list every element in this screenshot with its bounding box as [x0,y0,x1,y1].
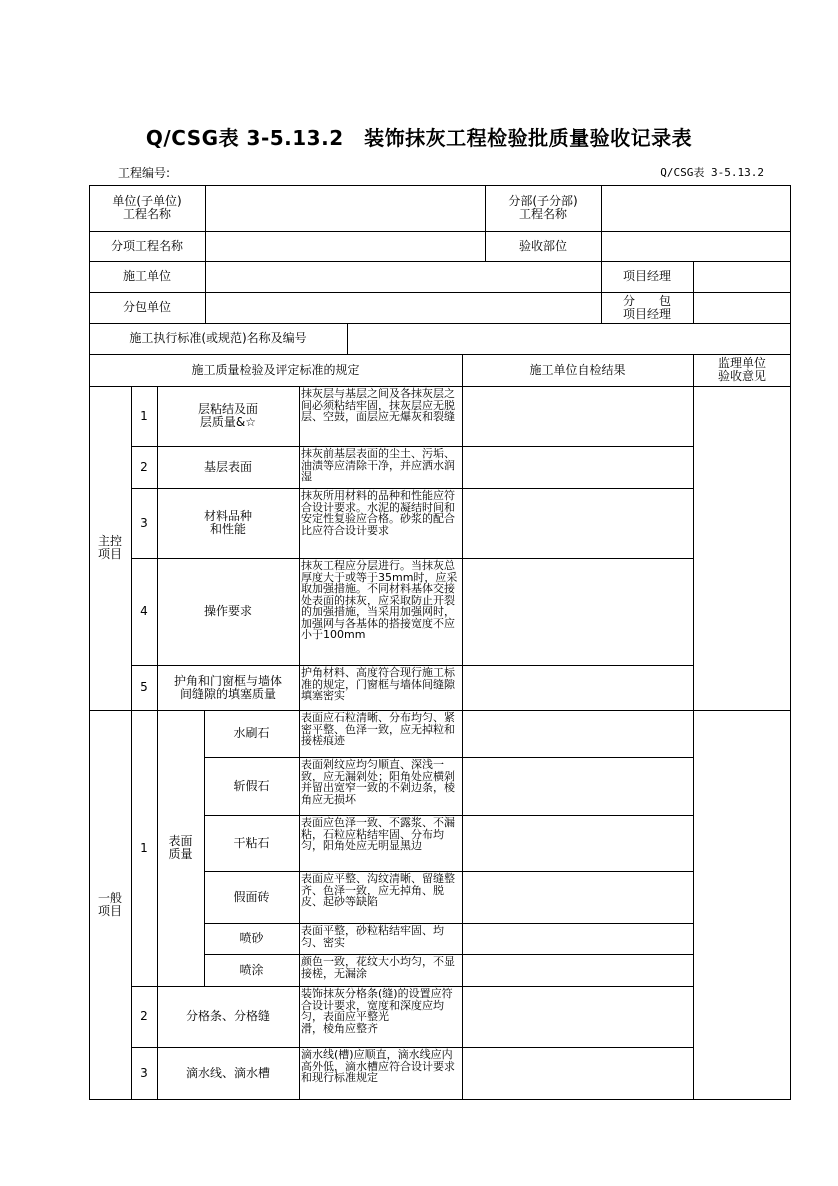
table-border-line [89,323,791,324]
unit-name-label: 单位(子单位) 工程名称 [112,194,182,221]
table-border-line [299,386,300,1100]
surface-item-standard: 表面应石粒清晰、分布均匀、紧密平整、色泽一致，应无掉粒和接槎痕迹 [301,711,455,747]
main-item-no: 5 [140,680,148,694]
table-border-line [790,185,791,1100]
table-border-line [131,558,693,559]
general-item-self-check[interactable] [462,1047,693,1099]
table-border-line [157,386,158,1100]
main-item-no: 3 [140,515,148,530]
surface-item-self-check[interactable] [462,923,693,954]
table-border-line [131,446,693,447]
surface-quality-label: 表面 质量 [168,834,193,861]
general-item-standard: 装饰抹灰分格条(缝)的设置应符合设计要求，宽度和深度应均匀，表面应平整光 滑，棱角应整齐 [301,987,453,1035]
main-item-standard: 抹灰所用材料的品种和性能应符合设计要求。水泥的凝结时间和安定性复验应合格。砂浆的配合比应符合设计要求 [301,489,455,537]
item-name-label: 分项工程名称 [110,238,183,253]
project-manager-value[interactable] [693,261,791,292]
main-item-no: 4 [140,604,148,618]
table-border-line [204,954,693,955]
table-border-line [462,354,463,1100]
acceptance-part-value[interactable] [601,231,791,261]
main-item-self-check[interactable] [462,446,693,488]
table-border-line [204,871,693,872]
table-border-line [204,757,693,758]
surface-item-self-check[interactable] [462,871,693,923]
table-border-line [89,261,791,262]
surface-item-self-check[interactable] [462,815,693,871]
main-item-no: 1 [140,408,148,423]
main-item-standard: 抹灰层与基层之间及各抹灰层之间必须粘结牢固，抹灰层应无脱层、空鼓，面层应无爆灰和裂缝 [301,387,455,423]
subcontract-unit-label: 分包单位 [122,300,171,314]
table-border-line [89,292,791,293]
surface-item-name: 假面砖 [233,889,270,904]
table-border-line [347,323,348,354]
table-border-line [205,185,206,323]
item-name-value[interactable] [205,231,485,261]
page-title: Q/CSG表 3-5.13.2 装饰抹灰工程检验批质量验收记录表 [145,126,693,150]
surface-item-standard: 表面应平整、沟纹清晰、留缝整齐、色泽一致，应无掉角、脱皮、起砂等缺陷 [301,872,455,908]
main-item-name: 基层表面 [203,459,252,474]
table-border-line [601,185,602,323]
table-border-line [693,354,694,1100]
general-item-name: 分格条、分格缝 [185,1009,270,1023]
sub-unit-name-value[interactable] [601,185,791,231]
general-item-standard: 滴水线(槽)应顺直，滴水线应内高外低，滴水槽应符合设计要求和现行标准规定 [301,1048,455,1084]
table-border-line [204,815,693,816]
standard-name-value[interactable] [347,323,791,354]
sub-unit-name-label: 分部(子分部) 工程名称 [508,194,578,221]
col-self-check-header: 施工单位自检结果 [529,362,626,377]
surface-item-name: 干粘石 [233,835,270,850]
main-control-label: 主控 项目 [97,534,122,561]
general-item-name: 滴水线、滴水槽 [185,1065,270,1080]
general-item-self-check[interactable] [462,986,693,1047]
table-border-line [131,986,693,987]
table-border-line [131,1047,693,1048]
main-item-name: 层粘结及面 层质量&☆ [197,402,258,429]
table-border-line [204,710,205,986]
acceptance-part-label: 验收部位 [518,238,567,253]
table-border-line [131,488,693,489]
main-item-standard: 护角材料、高度符合现行施工标准的规定，门窗框与墙体间缝隙填塞密实 [301,666,455,702]
surface-item-name: 斩假石 [233,778,270,793]
main-item-self-check[interactable] [462,665,693,710]
table-border-line [131,665,693,666]
surface-item-self-check[interactable] [462,954,693,986]
table-border-line [89,231,791,232]
construction-unit-value[interactable] [205,261,601,292]
col-standard-header: 施工质量检验及评定标准的规定 [191,362,360,377]
table-border-line [131,386,132,1100]
surface-item-standard: 表面剁纹应均匀顺直、深浅一致，应无漏剁处；阳角处应横剁并留出宽窄一致的不剁边条，棱角应无损坏 [301,758,455,806]
surface-item-self-check[interactable] [462,757,693,815]
table-border-line [89,1099,791,1100]
surface-item-name: 水刷石 [233,726,270,740]
standard-name-label: 施工执行标准(或规范)名称及编号 [129,331,307,345]
table-border-line [693,261,694,323]
main-item-self-check[interactable] [462,488,693,558]
general-item-no: 3 [140,1065,148,1080]
surface-item-name: 喷涂 [239,962,264,977]
main-supervisor-opinion[interactable] [693,386,791,710]
general-supervisor-opinion[interactable] [693,710,791,1099]
table-border-line [485,185,486,261]
form-code: Q/CSG表 3-5.13.2 [660,166,764,179]
unit-name-value[interactable] [205,185,485,231]
main-item-self-check[interactable] [462,386,693,446]
main-item-name: 护角和门窗框与墙体 间缝隙的填塞质量 [173,673,282,701]
project-number-label: 工程编号: [118,166,171,180]
table-border-line [204,923,693,924]
construction-unit-label: 施工单位 [122,269,171,283]
main-item-standard: 抹灰前基层表面的尘土、污垢、油渍等应清除干净，并应洒水润湿 [301,447,455,483]
general-item-no: 2 [140,1009,148,1023]
surface-item-name: 喷砂 [239,931,264,945]
subcontract-unit-value[interactable] [205,292,601,323]
main-item-name: 材料品种 和性能 [203,509,252,536]
subcontract-manager-label: 分 包 项目经理 [622,293,671,321]
col-supervisor-header: 监理单位 验收意见 [717,356,766,383]
table-border-line [89,185,791,186]
general-label: 一般 项目 [97,890,122,918]
surface-item-standard: 颜色一致，花纹大小均匀，不显接槎，无漏涂 [301,955,455,980]
surface-item-self-check[interactable] [462,710,693,757]
main-item-name: 操作要求 [203,604,252,618]
table-border-line [89,185,90,1100]
main-item-no: 2 [140,459,148,474]
main-item-standard: 抹灰工程应分层进行。当抹灰总厚度大于或等于35mm时，应采取加强措施。不同材料基体交接处表面的抹灰，应采取防止开裂的加强措施，当采用加强网时，加强网与各基体的搭接宽度不应小于100mm [301,559,458,641]
table-border-line [89,354,791,355]
main-item-self-check[interactable] [462,558,693,665]
table-border-line [89,710,791,711]
surface-item-standard: 表面平整，砂粒粘结牢固、均匀、密实 [301,924,444,949]
table-border-line [89,386,791,387]
general-item-no: 1 [140,840,148,855]
project-manager-label: 项目经理 [622,269,671,283]
subcontract-manager-value[interactable] [693,292,791,323]
surface-item-standard: 表面应色泽一致、不露浆、不漏粘，石粒应粘结牢固、分布均匀，阳角处应无明显黑边 [301,816,455,852]
